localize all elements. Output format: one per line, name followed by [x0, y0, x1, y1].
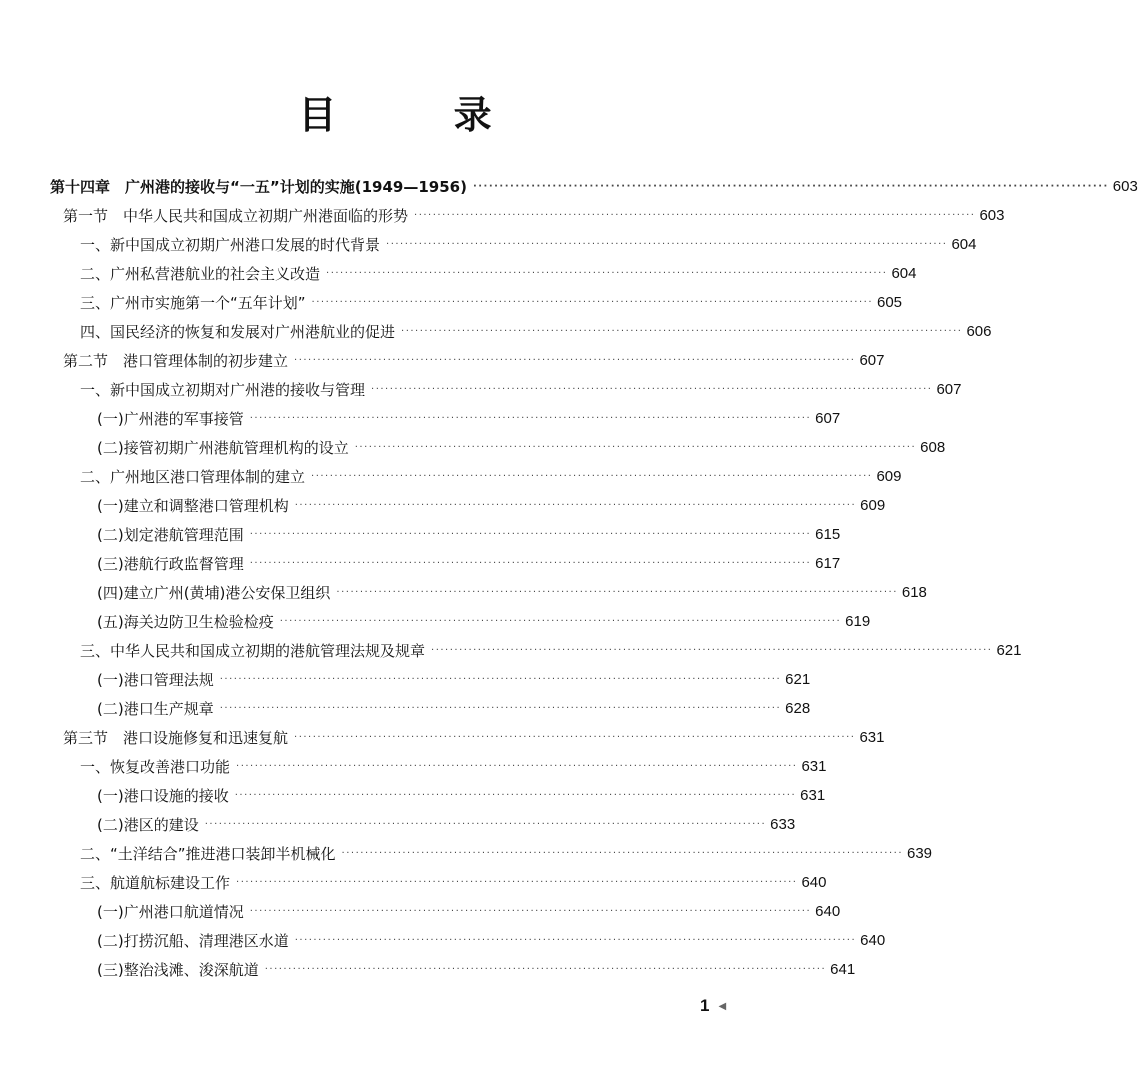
page-title: 目 录	[298, 92, 544, 138]
toc-entry-page-number: 603	[1112, 178, 1138, 195]
dot-leader: ························································································································	[219, 673, 782, 685]
page-folio	[700, 996, 726, 1016]
toc-entry[interactable]	[0, 781, 826, 810]
toc-entry-page-number: 617	[815, 555, 841, 572]
toc-entry[interactable]	[0, 723, 885, 752]
toc-entry-page-number: 621	[785, 671, 811, 688]
toc-entry-page-number: 619	[845, 613, 871, 630]
toc-entry[interactable]	[0, 201, 1005, 230]
toc-entry[interactable]	[0, 288, 903, 317]
toc-entry[interactable]	[0, 462, 902, 491]
toc-entry-title: (一)广州港口航道情况	[97, 903, 244, 921]
toc-entry-title: (一)建立和调整港口管理机构	[97, 497, 289, 515]
toc-entry[interactable]	[0, 955, 856, 984]
toc-entry[interactable]	[0, 433, 946, 462]
toc-entry-title: 一、新中国成立初期对广州港的接收与管理	[80, 381, 366, 399]
toc-entry-page-number: 603	[979, 207, 1005, 224]
toc-entry-title: 第十四章 广州港的接收与“一五”计划的实施(1949—1956)	[50, 178, 467, 196]
toc-entry-page-number: 618	[901, 584, 927, 601]
toc-entry-page-number: 640	[860, 932, 886, 949]
toc-entry[interactable]	[0, 230, 977, 259]
toc-entry-page-number: 631	[801, 758, 827, 775]
toc-entry-page-number: 631	[859, 729, 885, 746]
toc-entry-page-number: 641	[830, 961, 856, 978]
toc-entry-page-number: 605	[877, 294, 903, 311]
toc-entry-page-number: 604	[951, 236, 977, 253]
toc-entry-title: (一)港口设施的接收	[97, 787, 229, 805]
toc-entry-page-number: 606	[966, 323, 992, 340]
toc-entry[interactable]	[0, 375, 962, 404]
toc-entry[interactable]	[0, 346, 885, 375]
dot-leader: ························································································································	[354, 441, 917, 453]
toc-entry-page-number: 631	[800, 787, 826, 804]
dot-leader: ························································································································	[401, 325, 963, 337]
toc-entry-page-number: 609	[860, 497, 886, 514]
toc-entry-page-number: 640	[801, 874, 827, 891]
toc-entry-page-number: 628	[785, 700, 811, 717]
toc-entry-page-number: 607	[936, 381, 962, 398]
toc-entry-title: 四、国民经济的恢复和发展对广州港航业的促进	[80, 323, 396, 341]
dot-leader: ························································································································	[249, 557, 812, 569]
toc-entry-page-number: 609	[876, 468, 902, 485]
toc-entry-page-number: 608	[920, 439, 946, 456]
toc-entry[interactable]	[0, 810, 796, 839]
toc-entry-page-number: 639	[907, 845, 933, 862]
dot-leader: ························································································································	[311, 296, 873, 308]
dot-leader: ························································································································	[236, 760, 798, 772]
dot-leader: ························································································································	[294, 934, 857, 946]
toc-entry-title: (二)打捞沉船、清理港区水道	[97, 932, 289, 950]
dot-leader: ························································································································	[294, 499, 857, 511]
toc-entry-title: 二、广州地区港口管理体制的建立	[80, 468, 306, 486]
toc-entry-title: (一)港口管理法规	[97, 671, 214, 689]
toc-entry-title: (三)港航行政监督管理	[97, 555, 244, 573]
toc-entry-title: (二)港口生产规章	[97, 700, 214, 718]
toc-entry-title: (二)划定港航管理范围	[97, 526, 244, 544]
dot-leader: ························································································································	[336, 586, 898, 598]
toc-entry-title: 二、“土洋结合”推进港口装卸半机械化	[80, 845, 336, 863]
toc-entry[interactable]	[0, 636, 1022, 665]
dot-leader: ························································································································	[386, 238, 948, 250]
dot-leader: ························································································································	[279, 615, 842, 627]
dot-leader: ························································································································	[311, 470, 873, 482]
left-arrow-icon: ◀	[718, 1000, 727, 1012]
table-of-contents	[0, 172, 1138, 984]
toc-entry-title: 三、航道航标建设工作	[80, 874, 231, 892]
toc-entry-title: 三、中华人民共和国成立初期的港航管理法规及规章	[80, 642, 426, 660]
toc-entry-title: 一、新中国成立初期广州港口发展的时代背景	[80, 236, 381, 254]
toc-entry-title: 第三节 港口设施修复和迅速复航	[63, 729, 289, 747]
toc-entry[interactable]	[0, 491, 886, 520]
toc-entry-title: (四)建立广州(黄埔)港公安保卫组织	[97, 584, 331, 602]
dot-leader: ························································································································	[294, 731, 856, 743]
toc-entry[interactable]	[0, 317, 992, 346]
dot-leader: ························································································································	[326, 267, 888, 279]
toc-entry-title: (二)接管初期广州港航管理机构的设立	[97, 439, 349, 457]
dot-leader: ························································································································	[234, 789, 797, 801]
dot-leader: ························································································································	[249, 905, 812, 917]
toc-entry-title: 二、广州私营港航业的社会主义改造	[80, 265, 321, 283]
dot-leader: ························································································································	[341, 847, 903, 859]
dot-leader: ························································································································	[249, 528, 812, 540]
toc-entry[interactable]	[0, 897, 841, 926]
dot-leader: ························································································································	[431, 644, 993, 656]
toc-entry-title: 第一节 中华人民共和国成立初期广州港面临的形势	[63, 207, 409, 225]
dot-leader: ························································································································	[249, 412, 812, 424]
toc-entry[interactable]	[0, 549, 841, 578]
toc-entry-page-number: 640	[815, 903, 841, 920]
toc-entry-title: (三)整治浅滩、浚深航道	[97, 961, 259, 979]
toc-entry-title: 一、恢复改善港口功能	[80, 758, 231, 776]
dot-leader: ························································································································	[236, 876, 798, 888]
dot-leader: ························································································································	[472, 180, 1109, 192]
dot-leader: ························································································································	[219, 702, 782, 714]
toc-entry[interactable]	[0, 172, 1138, 201]
toc-entry[interactable]	[0, 926, 886, 955]
dot-leader: ························································································································	[371, 383, 933, 395]
dot-leader: ························································································································	[264, 963, 827, 975]
toc-entry-page-number: 607	[815, 410, 841, 427]
page-number: 1	[700, 996, 710, 1015]
toc-entry-title: 第二节 港口管理体制的初步建立	[63, 352, 289, 370]
toc-entry[interactable]	[0, 520, 841, 549]
toc-entry-page-number: 633	[770, 816, 796, 833]
toc-entry[interactable]	[0, 694, 811, 723]
toc-entry[interactable]	[0, 752, 827, 781]
toc-entry-title: 三、广州市实施第一个“五年计划”	[80, 294, 306, 312]
toc-entry-page-number: 604	[891, 265, 917, 282]
toc-entry-page-number: 607	[859, 352, 885, 369]
toc-entry[interactable]	[0, 839, 933, 868]
toc-entry-page-number: 621	[996, 642, 1022, 659]
toc-entry[interactable]	[0, 404, 841, 433]
toc-entry-title: (一)广州港的军事接管	[97, 410, 244, 428]
toc-entry-title: (五)海关边防卫生检验检疫	[97, 613, 274, 631]
dot-leader: ························································································································	[204, 818, 767, 830]
toc-entry[interactable]	[0, 259, 917, 288]
dot-leader: ························································································································	[294, 354, 856, 366]
toc-entry[interactable]	[0, 607, 871, 636]
toc-entry-title: (二)港区的建设	[97, 816, 199, 834]
dot-leader: ························································································································	[414, 209, 976, 221]
toc-entry[interactable]	[0, 665, 811, 694]
toc-entry[interactable]	[0, 868, 827, 897]
toc-entry[interactable]	[0, 578, 927, 607]
toc-entry-page-number: 615	[815, 526, 841, 543]
